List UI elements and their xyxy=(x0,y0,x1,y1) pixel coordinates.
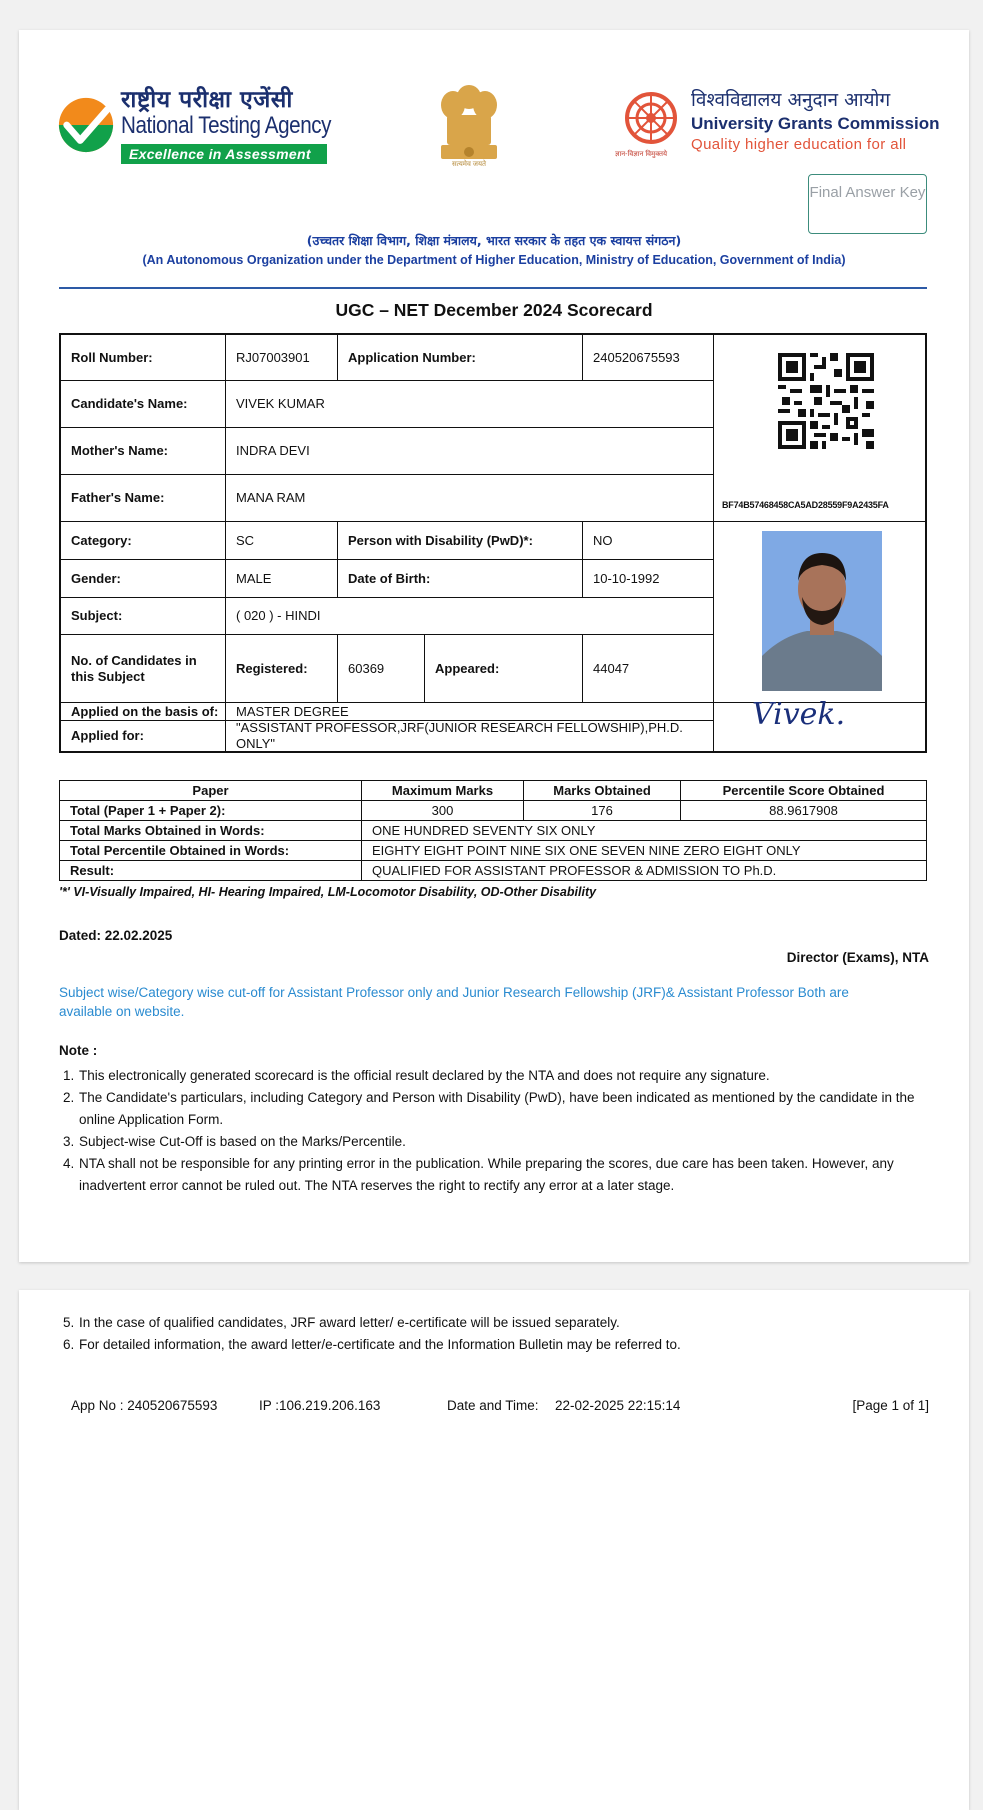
table-header-row xyxy=(60,781,927,801)
pwd-value: NO xyxy=(583,522,714,560)
qr-code-cell xyxy=(714,335,925,522)
header-max-marks: Maximum Marks xyxy=(362,781,524,801)
roll-number-value: RJ07003901 xyxy=(226,335,338,381)
subject-label: Subject: xyxy=(61,598,226,635)
emblem-caption: सत्यमेव जयते xyxy=(451,161,487,168)
subtitle-english: (An Autonomous Organization under the Department of Higher Education, Ministry of Education, Government of India) xyxy=(142,253,846,267)
appeared-label: Appeared: xyxy=(425,635,583,703)
father-name-value: MANA RAM xyxy=(226,475,714,522)
application-number-label: Application Number: xyxy=(338,335,583,381)
marks-words-value: ONE HUNDRED SEVENTY SIX ONLY xyxy=(362,821,927,841)
note-item: 5. In the case of qualified candidates, JRF award letter/ e-certificate will be issued separately. xyxy=(63,1315,620,1330)
notes-list-continued xyxy=(59,1312,929,1356)
footer-page-number: [Page 1 of 1] xyxy=(852,1398,929,1413)
notes-list xyxy=(59,1065,929,1197)
page-title: UGC – NET December 2024 Scorecard xyxy=(335,300,653,320)
gender-value: MALE xyxy=(226,560,338,598)
candidate-photo-icon xyxy=(762,531,882,691)
photo-cell xyxy=(714,522,925,703)
table-row xyxy=(60,841,927,861)
category-value: SC xyxy=(226,522,338,560)
nta-checkmark-icon xyxy=(57,96,115,154)
footer-app-no: App No : 240520675593 xyxy=(71,1398,218,1413)
header-percentile: Percentile Score Obtained xyxy=(681,781,927,801)
subtitle-hindi: (उच्चतर शिक्षा विभाग, शिक्षा मंत्रालय, भारत सरकार के तहत एक स्वायत्त संगठन) xyxy=(306,233,682,248)
table-row xyxy=(60,821,927,841)
footer-datetime: 22-02-2025 22:15:14 xyxy=(555,1398,681,1413)
ugc-logo xyxy=(615,86,949,186)
ugc-wheel-icon xyxy=(619,90,683,150)
nta-english-name: National Testing Agency xyxy=(121,112,332,139)
subject-value: ( 020 ) - HINDI xyxy=(226,598,714,635)
applied-for-label: Applied for: xyxy=(61,721,226,751)
dob-label: Date of Birth: xyxy=(338,560,583,598)
note-item: 4. NTA shall not be responsible for any printing error in the publication. While preparing the scores, due care has been taken. However, any inadvertent error cannot be ruled out. The NTA reserves the right to rectify any error at a later stage. xyxy=(63,1156,894,1193)
total-label: Total (Paper 1 + Paper 2): xyxy=(60,801,362,821)
note-item: 1. This electronically generated scorecard is the official result declared by the NTA and does not require any signature. xyxy=(63,1068,770,1083)
applied-for-value: "ASSISTANT PROFESSOR,JRF(JUNIOR RESEARCH FELLOWSHIP),PH.D. ONLY" xyxy=(226,721,714,751)
footer-ip: IP :106.219.206.163 xyxy=(259,1398,381,1413)
candidates-count-label: No. of Candidates in this Subject xyxy=(61,635,226,703)
marks-words-label: Total Marks Obtained in Words: xyxy=(60,821,362,841)
result-value: QUALIFIED FOR ASSISTANT PROFESSOR & ADMISSION TO Ph.D. xyxy=(362,861,927,881)
father-name-label: Father's Name: xyxy=(61,475,226,522)
footer-datetime-label: Date and Time: xyxy=(447,1398,539,1413)
scorecard-page-1 xyxy=(19,30,969,1262)
nta-hindi-name: राष्ट्रीय परीक्षा एजेंसी xyxy=(121,87,293,113)
application-number-value: 240520675593 xyxy=(583,335,714,381)
note-title: Note : xyxy=(59,1043,98,1058)
percentile-words-value: EIGHTY EIGHT POINT NINE SIX ONE SEVEN NINE ZERO EIGHT ONLY xyxy=(362,841,927,861)
result-label: Result: xyxy=(60,861,362,881)
note-item: 6. For detailed information, the award letter/e-certificate and the Information Bulletin may be referred to. xyxy=(63,1337,681,1352)
note-item: 3. Subject-wise Cut-Off is based on the Marks/Percentile. xyxy=(63,1134,406,1149)
pwd-label: Person with Disability (PwD)*: xyxy=(338,522,583,560)
qr-hash-code: BF74B57468458CA5AD28559F9A2435FA xyxy=(722,500,889,510)
candidate-signature: Vivek. xyxy=(752,697,846,732)
header-marks-obtained: Marks Obtained xyxy=(524,781,681,801)
category-label: Category: xyxy=(61,522,226,560)
registered-label: Registered: xyxy=(226,635,338,703)
ugc-motto: ज्ञान-विज्ञान विमुक्तये xyxy=(615,151,668,158)
dated-text: Dated: 22.02.2025 xyxy=(59,928,173,943)
ugc-tagline: Quality higher education for all xyxy=(691,136,907,153)
appeared-value: 44047 xyxy=(583,635,714,703)
note-item: 2. The Candidate's particulars, including Category and Person with Disability (PwD), have been indicated as mentioned by the candidate in the online Application Form. xyxy=(63,1090,915,1127)
nta-logo xyxy=(57,82,357,192)
director-signature-text: Director (Exams), NTA xyxy=(786,950,929,965)
percentile-value: 88.9617908 xyxy=(681,801,927,821)
nta-tagline: Excellence in Assessment xyxy=(121,144,327,164)
disability-legend: '*' VI-Visually Impaired, HI- Hearing Impaired, LM-Locomotor Disability, OD-Other Disability xyxy=(59,885,597,899)
candidate-details-table xyxy=(59,333,927,753)
marks-table xyxy=(59,780,927,881)
table-row xyxy=(60,801,927,821)
candidate-photo xyxy=(762,531,882,691)
roll-number-label: Roll Number: xyxy=(61,335,226,381)
marks-obtained-value: 176 xyxy=(524,801,681,821)
candidate-name-label: Candidate's Name: xyxy=(61,381,226,428)
header-divider xyxy=(59,287,927,289)
final-answer-key-button[interactable]: Final Answer Key xyxy=(808,174,927,234)
header-paper: Paper xyxy=(60,781,362,801)
basis-value: MASTER DEGREE xyxy=(226,703,714,721)
scorecard-page-2 xyxy=(19,1290,969,1810)
cutoff-info-link[interactable]: Subject wise/Category wise cut-off for Assistant Professor only and Junior Research Fellowship (JRF)& Assistant Professor Both are available on website. xyxy=(59,985,849,1019)
percentile-words-label: Total Percentile Obtained in Words: xyxy=(60,841,362,861)
ugc-hindi-name: विश्वविद्यालय अनुदान आयोग xyxy=(691,89,891,111)
signature-cell xyxy=(714,697,925,751)
table-row xyxy=(60,861,927,881)
candidate-name-value: VIVEK KUMAR xyxy=(226,381,714,428)
mother-name-value: INDRA DEVI xyxy=(226,428,714,475)
basis-label: Applied on the basis of: xyxy=(61,703,226,721)
max-marks-value: 300 xyxy=(362,801,524,821)
dob-value: 10-10-1992 xyxy=(583,560,714,598)
gender-label: Gender: xyxy=(61,560,226,598)
registered-value: 60369 xyxy=(338,635,425,703)
qr-code-icon xyxy=(778,353,874,449)
ugc-english-name: University Grants Commission xyxy=(691,114,940,133)
mother-name-label: Mother's Name: xyxy=(61,428,226,475)
